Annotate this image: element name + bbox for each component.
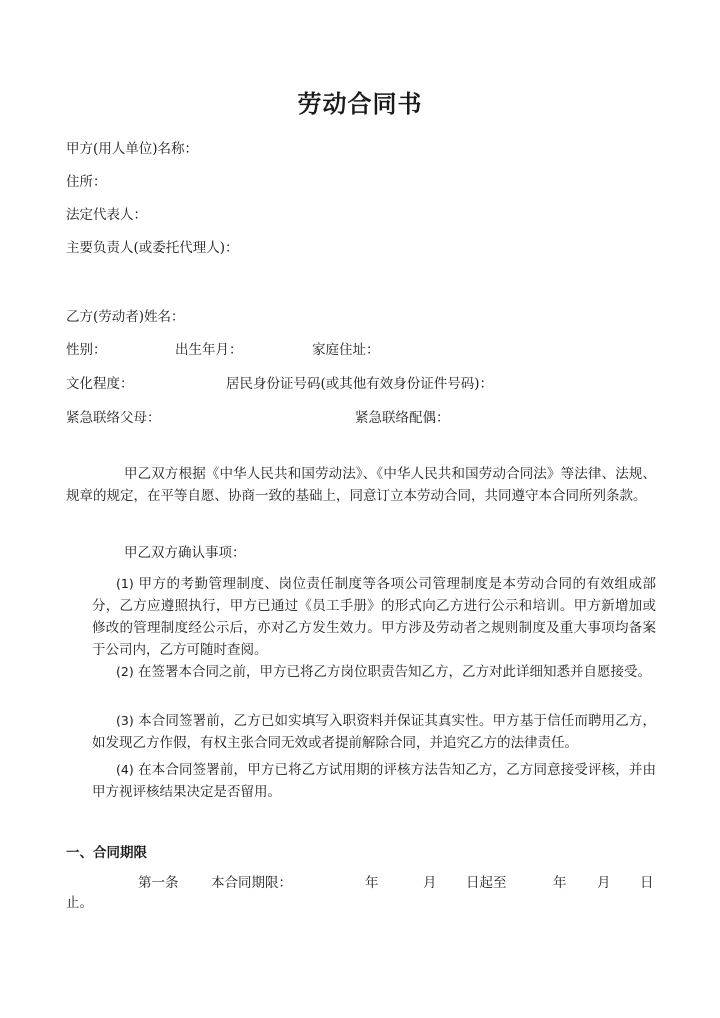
- section-heading-term: 一、合同期限: [66, 845, 147, 861]
- party-a-address-label: 住所：: [66, 174, 107, 190]
- item-text: 本合同签署前，乙方已如实填写入职资料并保证其真实性。甲方基于信任而聘用乙方，如发现乙方作假，有权主张合同无效或者提前解除合同，并追究乙方的法律责任。: [92, 713, 656, 751]
- item-number: (2): [116, 664, 134, 679]
- party-b-name-label: 乙方(劳动者)姓名：: [66, 309, 185, 325]
- end-day-label: 日: [640, 875, 654, 891]
- confirm-item-2: [92, 661, 656, 683]
- preamble-paragraph: 甲乙双方根据《中华人民共和国劳动法》、《中华人民共和国劳动合同法》等法律、法规、规章的规定，在平等自愿、协商一致的基础上，同意订立本劳动合同，共同遵守本合同所列条款。: [66, 466, 656, 504]
- start-day-label: 日起至: [466, 875, 507, 891]
- start-year-label: 年: [365, 875, 379, 891]
- end-month-label: 月: [597, 875, 611, 891]
- party-b-education-label: 文化程度：: [66, 376, 134, 392]
- item-text: 在签署本合同之前，甲方已将乙方岗位职责告知乙方，乙方对此详细知悉并自愿接受。: [133, 664, 652, 680]
- party-b-home-address-label: 家庭住址：: [312, 342, 380, 358]
- party-a-name-label: 甲方(用人单位)名称：: [66, 141, 199, 157]
- term-label: 本合同期限：: [211, 875, 292, 891]
- confirm-heading: 甲乙双方确认事项：: [124, 545, 246, 561]
- document-title: 劳动合同书: [297, 89, 423, 118]
- party-a-legal-rep-label: 法定代表人：: [66, 207, 147, 223]
- article-1-tail: 止。: [66, 895, 93, 911]
- confirm-item-4: [92, 759, 656, 803]
- article-1-label: 第一条: [138, 875, 179, 891]
- confirm-item-3: [92, 710, 656, 754]
- item-number: (3): [116, 713, 134, 728]
- emergency-parent-label: 紧急联络父母：: [66, 410, 161, 426]
- party-a-principal-label: 主要负责人(或委托代理人)：: [66, 240, 239, 256]
- party-b-birth-label: 出生年月：: [175, 342, 243, 358]
- item-number: (1): [116, 576, 134, 591]
- item-text: 甲方的考勤管理制度、岗位责任制度等各项公司管理制度是本劳动合同的有效组成部分，乙方应遵照执行，甲方已通过《员工手册》的形式向乙方进行公示和培训。甲方新增加或修改的管理制度经公示后，亦对乙方发生效力。甲方涉及劳动者之规则制度及重大事项均备案于公司内，乙方可随时查阅。: [92, 576, 656, 658]
- start-month-label: 月: [423, 875, 437, 891]
- end-year-label: 年: [553, 875, 567, 891]
- party-b-id-label: 居民身份证号码(或其他有效身份证件号码)：: [226, 376, 494, 392]
- item-text: 在本合同签署前，甲方已将乙方试用期的评核方法告知乙方，乙方同意接受评核，并由甲方视评核结果决定是否留用。: [92, 762, 656, 800]
- emergency-spouse-label: 紧急联络配偶：: [355, 410, 450, 426]
- confirm-item-1: [92, 573, 656, 661]
- party-b-gender-label: 性别：: [66, 342, 107, 358]
- item-number: (4): [116, 762, 134, 777]
